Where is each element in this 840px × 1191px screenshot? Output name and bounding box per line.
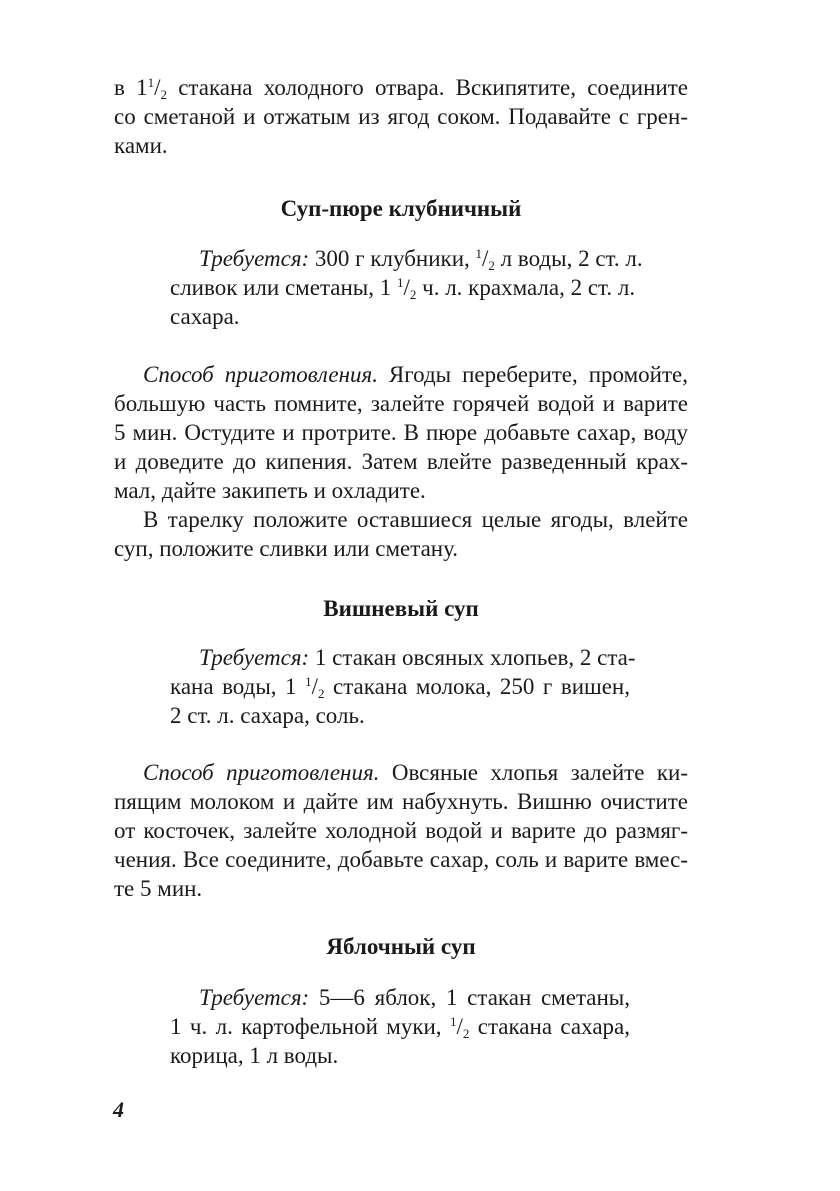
recipe2-ingredients-line-2: кана воды, 1 $^1/_2$ стакана молока, 250 г вишен, xyxy=(170,674,630,701)
recipe-title-strawberry: Суп-пюре клубничный xyxy=(280,196,522,221)
recipe1-ingredients-line-3: сахара. xyxy=(170,304,240,329)
recipe2-method-line-3: от косточек, залейте холодной водой и варите до размяг- xyxy=(114,818,688,843)
recipe1-method-line-7: суп, положите сливки или сметану. xyxy=(114,536,459,561)
recipe3-ingredients-line-3: корица, 1 л воды. xyxy=(170,1043,339,1068)
recipe1-ingredients-line-1: Требуется: 300 г клубники, $^1/_2$ л воды, 2 ст. л. xyxy=(199,246,643,273)
recipe2-method-line-4: чения. Все соедините, добавьте сахар, соль и варите вмес- xyxy=(114,847,688,872)
recipe1-method-line-2: большую часть помните, залейте горячей водой и варите xyxy=(114,391,688,416)
recipe2-ingredients-line-1: Требуется: 1 стакан овсяных хлопьев, 2 ста- xyxy=(199,645,636,670)
recipe-title-apple: Яблочный суп xyxy=(326,934,476,959)
recipe1-ingredients-line-2: сливок или сметаны, 1 $^1/_2$ ч. л. крахмала, 2 ст. л. xyxy=(170,275,636,302)
recipe1-method-line-1: Способ приготовления. Ягоды переберите, промойте, xyxy=(143,362,688,387)
recipe2-ingredients-line-3: 2 ст. л. сахара, соль. xyxy=(170,703,365,728)
recipe2-method-line-2: пящим молоком и дайте им набухнуть. Вишню очистите xyxy=(114,789,688,814)
intro-line-1: в $1^1/_2$ стакана холодного отвара. Вскипятите, соедините xyxy=(114,75,688,102)
recipe1-method-line-6: В тарелку положите оставшиеся целые ягоды, влейте xyxy=(143,507,688,532)
intro-line-3: ками. xyxy=(114,133,168,158)
recipe-title-cherry: Вишневый суп xyxy=(323,596,479,621)
recipe1-method-line-4: и доведите до кипения. Затем влейте разведенный крах- xyxy=(114,449,688,474)
page-number: 4 xyxy=(113,1097,124,1122)
recipe3-ingredients-line-2: 1 ч. л. картофельной муки, $^1/_2$ стакана сахара, xyxy=(170,1014,630,1041)
recipe1-method-line-3: 5 мин. Остудите и протрите. В пюре добавьте сахар, воду xyxy=(114,420,688,445)
recipe3-ingredients-line-1: Требуется: 5—6 яблок, 1 стакан сметаны, xyxy=(199,985,630,1010)
recipe1-method-line-5: мал, дайте закипеть и охладите. xyxy=(114,478,426,503)
recipe2-method-line-5: те 5 мин. xyxy=(114,876,203,901)
recipe2-method-line-1: Способ приготовления. Овсяные хлопья залейте ки- xyxy=(143,760,688,785)
intro-line-2: со сметаной и отжатым из ягод соком. Подавайте с грен- xyxy=(114,104,688,129)
